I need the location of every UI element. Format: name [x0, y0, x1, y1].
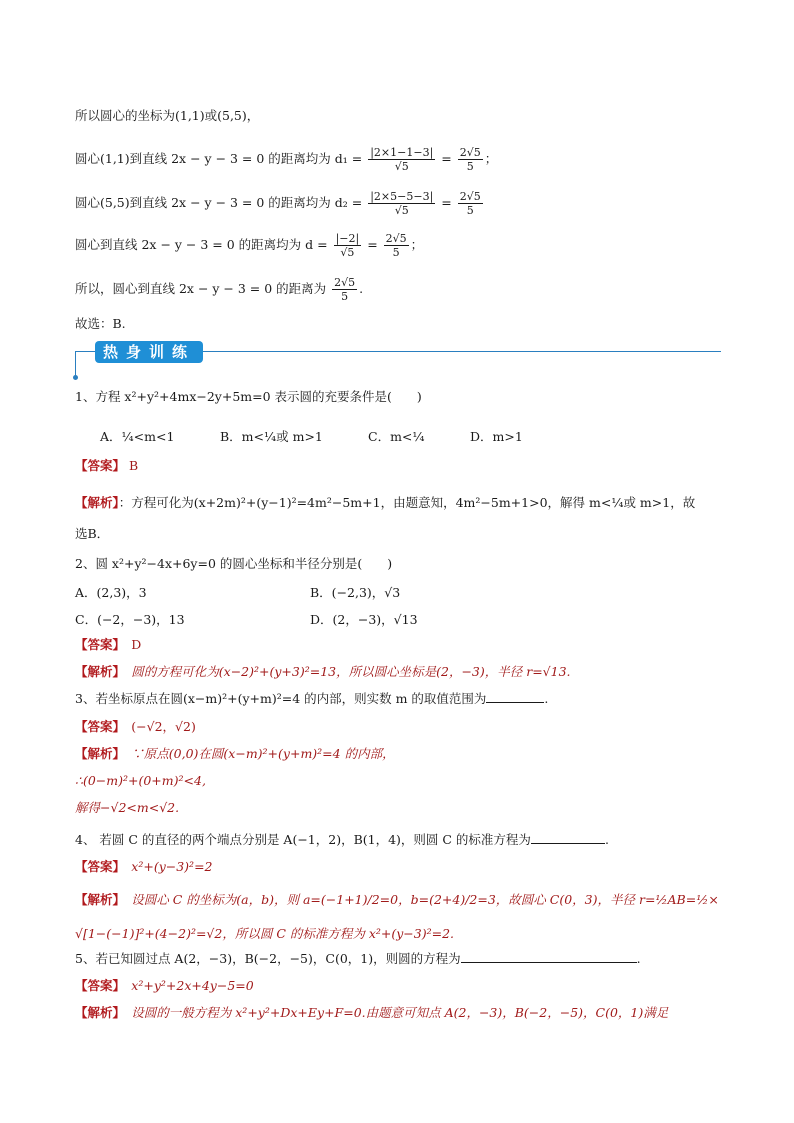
intro-line-2-text: 圆心(1,1)到直线 2x − y − 3 = 0 的距离均为 d₁ = — [75, 151, 367, 166]
intro-line-2-fraction — [368, 146, 435, 173]
q2-answer — [75, 637, 141, 653]
section-banner-title: 热身训练 — [102, 343, 195, 361]
answer-label: 【答案】 — [75, 978, 119, 993]
q2-stem: 2、圆 x²+y²−4x+6y=0 的圆心坐标和半径分别是( ) — [75, 556, 393, 571]
fraction-denominator: √5 — [394, 204, 409, 217]
section-rule-dot — [73, 375, 78, 380]
fraction-denominator: 5 — [466, 160, 474, 173]
answer-blank — [486, 702, 544, 703]
q5-analysis-text: 设圆的一般方程为 x²+y²+Dx+Ey+F=0.由题意可知点 A(2，−3)，B(−2，−5)，C(0，1)满足 — [131, 1005, 669, 1020]
q3-stem-text: 3、若坐标原点在圆(x−m)²+(y+m)²=4 的内部，则实数 m 的取值范围为 — [75, 691, 487, 706]
q1-option-b: B．m<¼或 m>1 — [220, 429, 323, 444]
q2-option-c: C．(−2，−3)，13 — [75, 612, 185, 627]
fraction-numerator: |2×1−1−3| — [370, 146, 434, 159]
fraction-numerator: |−2| — [335, 232, 360, 245]
q1-analysis-line-1 — [75, 495, 695, 511]
q3-answer-value: (−√2，√2) — [131, 719, 196, 734]
q4-analysis-line-1 — [75, 892, 719, 908]
q1-option-d: D．m>1 — [470, 429, 523, 444]
q2-option-d: D．(2，−3)，√13 — [310, 612, 418, 627]
fraction-denominator: 5 — [466, 204, 474, 217]
intro-line-3-result — [458, 190, 483, 217]
q1-option-c: C．m<¼ — [368, 429, 425, 444]
q1-answer-value: B — [129, 458, 139, 473]
q2-analysis — [75, 664, 571, 680]
intro-line-4-fraction — [334, 232, 362, 259]
intro-line-3-text: 圆心(5,5)到直线 2x − y − 3 = 0 的距离均为 d₂ = — [75, 195, 367, 210]
q2-option-b: B．(−2,3)，√3 — [310, 585, 401, 600]
fraction-denominator: √5 — [340, 246, 355, 259]
q4-stem-text: 4、 若圆 C 的直径的两个端点分别是 A(−1，2)，B(1，4)，则圆 C 的标准方程为 — [75, 832, 531, 847]
q3-stem: 3、若坐标原点在圆(x−m)²+(y+m)²=4 的内部，则实数 m 的取值范围为 . — [75, 691, 549, 706]
q4-answer — [75, 859, 213, 875]
answer-label: 【答案】 — [75, 719, 119, 734]
fraction-numerator: 2√5 — [334, 276, 356, 289]
q5-stem: 5、若已知圆过点 A(2，−3)，B(−2，−5)，C(0，1)，则圆的方程为 . — [75, 951, 641, 966]
fraction-denominator: √5 — [394, 160, 409, 173]
q4-analysis-text: 设圆心 C 的坐标为(a，b)，则 a=(−1+1)/2=0，b=(2+4)/2=3，故圆心 C(0，3)，半径 r=½AB=½× — [131, 892, 719, 907]
answer-label: 【答案】 — [75, 637, 119, 652]
q5-answer-value: x²+y²+2x+4y−5=0 — [131, 978, 254, 993]
analysis-label: 【解析】 — [75, 495, 119, 510]
intro-line-5-text: 所以，圆心到直线 2x − y − 3 = 0 的距离为 — [75, 281, 331, 296]
intro-line-5-fraction — [332, 276, 357, 303]
analysis-label: 【解析】 — [75, 892, 119, 907]
q1-option-a: A．¼<m<1 — [100, 429, 175, 444]
q1-stem: 1、方程 x²+y²+4mx−2y+5m=0 表示圆的充要条件是( ) — [75, 389, 422, 404]
intro-line-2: 圆心(1,1)到直线 2x − y − 3 = 0 的距离均为 d₁ = $\frac{|2\times 1-1-3|}{√5}$ = $\frac{2√5}{5}$ ； — [75, 146, 498, 173]
fraction-numerator: 2√5 — [459, 146, 481, 159]
intro-line-3-fraction — [368, 190, 435, 217]
answer-label: 【答案】 — [75, 458, 126, 473]
intro-line-5: 所以，圆心到直线 2x − y − 3 = 0 的距离为 $\frac{2√5}{5}$ . — [75, 276, 364, 303]
fraction-numerator: 2√5 — [385, 232, 407, 245]
q1-answer — [75, 458, 138, 474]
q3-analysis-text: ∵原点(0,0)在圆(x−m)²+(y+m)²=4 的内部， — [131, 746, 395, 761]
analysis-label: 【解析】 — [75, 1005, 119, 1020]
q3-analysis-line-1 — [75, 746, 395, 762]
q3-analysis-line-2: ∴(0−m)²+(0+m)²<4, — [75, 773, 206, 788]
intro-line-4-text: 圆心到直线 2x − y − 3 = 0 的距离均为 d = — [75, 237, 332, 252]
answer-label: 【答案】 — [75, 859, 119, 874]
q5-answer — [75, 978, 254, 994]
q3-analysis-line-3: 解得−√2<m<√2. — [75, 800, 180, 815]
q1-analysis-line-2: 选B． — [75, 526, 110, 541]
q1-analysis-text: ：方程可化为(x+2m)²+(y−1)²=4m²−5m+1，由题意知，4m²−5m+1>0，解得 m<¼或 m>1，故 — [118, 495, 696, 510]
q2-analysis-text: 圆的方程可化为(x−2)²+(y+3)²=13，所以圆心坐标是(2，−3)，半径 r=√13. — [131, 664, 571, 679]
q2-answer-value: D — [131, 637, 142, 652]
fraction-numerator: 2√5 — [459, 190, 481, 203]
intro-line-4-result — [384, 232, 409, 259]
fraction-denominator: 5 — [392, 246, 400, 259]
answer-blank — [531, 843, 605, 844]
q4-answer-value: x²+(y−3)²=2 — [131, 859, 213, 874]
intro-line-1: 所以圆心的坐标为(1,1)或(5,5)， — [75, 108, 260, 123]
q3-answer — [75, 719, 196, 735]
intro-line-3: 圆心(5,5)到直线 2x − y − 3 = 0 的距离均为 d₂ = $\frac{|2\times 5-5-3|}{√5}$ = $\frac{2√5}{5}$ — [75, 190, 481, 217]
section-rule-vertical — [75, 351, 76, 377]
fraction-denominator: 5 — [341, 290, 349, 303]
q4-analysis-line-2: √[1−(−1)]²+(4−2)²=√2，所以圆 C 的标准方程为 x²+(y−3)²=2. — [75, 926, 455, 941]
analysis-label: 【解析】 — [75, 746, 119, 761]
intro-line-4: 圆心到直线 2x − y − 3 = 0 的距离均为 d = $\frac{|-2|}{√5}$ = $\frac{2√5}{5}$ ； — [75, 232, 424, 259]
q5-analysis — [75, 1005, 668, 1021]
intro-line-2-result — [458, 146, 483, 173]
answer-blank — [461, 962, 637, 963]
fraction-numerator: |2×5−5−3| — [370, 190, 434, 203]
intro-line-6: 故选：B. — [75, 316, 126, 331]
analysis-label: 【解析】 — [75, 664, 119, 679]
q4-stem: 4、 若圆 C 的直径的两个端点分别是 A(−1，2)，B(1，4)，则圆 C 的标准方程为 . — [75, 832, 609, 847]
q2-option-a: A．(2,3)，3 — [75, 585, 147, 600]
q5-stem-text: 5、若已知圆过点 A(2，−3)，B(−2，−5)，C(0，1)，则圆的方程为 — [75, 951, 461, 966]
